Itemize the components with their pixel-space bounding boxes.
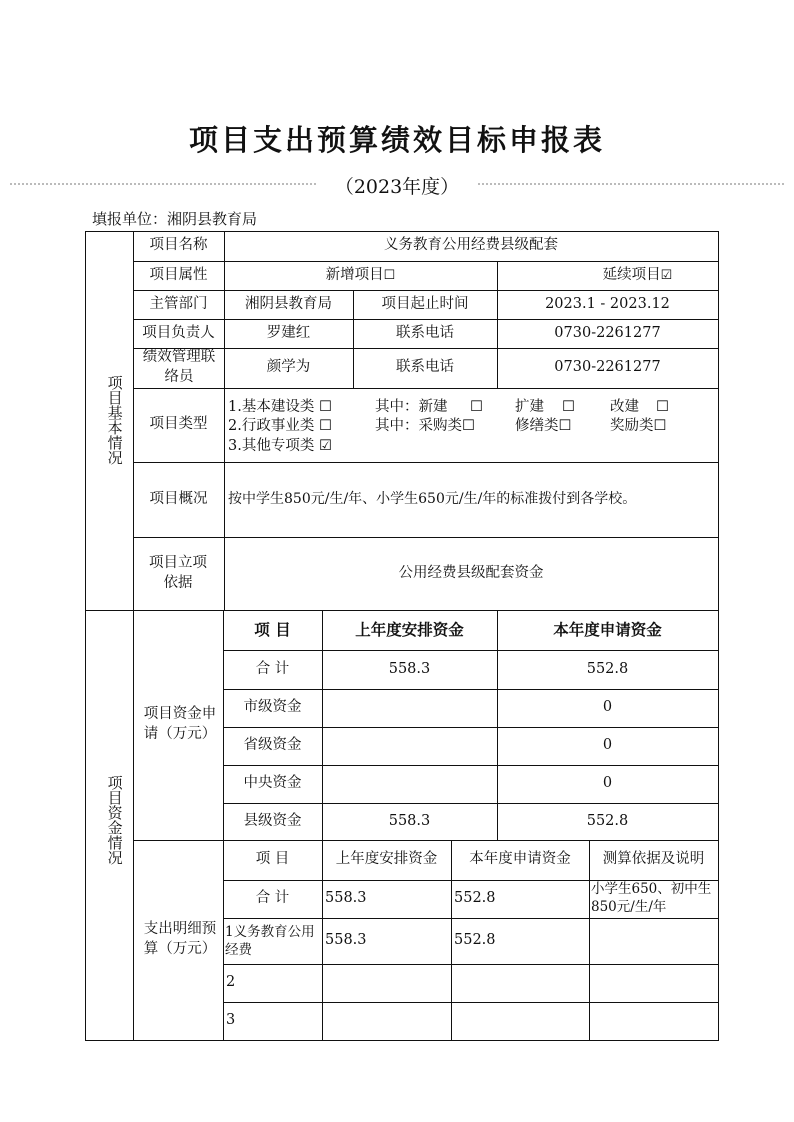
leader-value: 罗建红 — [266, 324, 311, 341]
detail-row-curr — [454, 1002, 588, 1040]
project-type-label: 项目类型 — [149, 416, 208, 433]
funds-row-curr: 0 — [602, 699, 613, 716]
attr-new-option — [224, 261, 497, 290]
funds-row-prev — [322, 765, 497, 803]
detail-row-prev — [325, 964, 449, 1002]
dept-label: 主管部门 — [149, 295, 208, 312]
contact-value: 颜学为 — [266, 359, 311, 376]
page-title: 项目支出预算绩效目标申报表 — [188, 123, 605, 157]
detail-header-curr: 本年度申请资金 — [469, 851, 571, 868]
detail-row-note — [591, 1002, 717, 1040]
detail-row-item: 合 计 — [255, 890, 290, 907]
type-1-expand-checkbox: ☐ — [562, 399, 575, 416]
contact-phone: 0730-2261277 — [554, 359, 661, 376]
attr-cont-option — [497, 261, 718, 290]
detail-header-item: 项 目 — [255, 851, 290, 868]
funds-row-curr: 0 — [602, 737, 613, 754]
basis-label: 项目立项依据 — [149, 554, 207, 591]
contact-phone-label: 联系电话 — [396, 359, 454, 376]
detail-row-item: 1义务教育公用经费 — [225, 923, 315, 958]
section-funds-label: 项目资金情况 — [105, 775, 124, 865]
detail-row-item: 2 — [226, 974, 236, 991]
basis-value: 公用经费县级配套资金 — [398, 564, 544, 581]
detail-row-prev: 558.3 — [325, 890, 367, 907]
attr-cont-text: 延续项目 — [602, 266, 661, 283]
funds-header-item: 项 目 — [254, 619, 291, 639]
funds-header-prev: 上年度安排资金 — [355, 619, 464, 639]
overview-value: 按中学生850元/生/年、小学生650元/生/年的标准拨付到各学校。 — [228, 491, 637, 508]
type-2-sub: 其中：采购类☐ — [375, 418, 475, 435]
funds-row-prev: 558.3 — [388, 660, 431, 677]
detail-row-prev: 558.3 — [325, 932, 367, 949]
type-1-sub: 其中：新建 — [375, 399, 448, 416]
period-value: 2023.1 - 2023.12 — [545, 295, 670, 312]
detail-row-note — [591, 918, 717, 964]
detail-header-note: 测算依据及说明 — [602, 851, 705, 868]
funds-row-label: 中央资金 — [243, 775, 302, 792]
detail-row-note: 小学生650、初中生850元/生/年 — [591, 881, 712, 915]
leader-phone: 0730-2261277 — [554, 324, 661, 341]
leader-phone-label: 联系电话 — [396, 324, 454, 341]
detail-header-prev: 上年度安排资金 — [335, 851, 438, 868]
detail-budget-label: 支出明细预算（万元） — [143, 921, 217, 957]
overview-label: 项目概况 — [149, 490, 208, 507]
attr-new-checkbox: ☐ — [383, 267, 396, 283]
detail-row-curr: 552.8 — [454, 932, 496, 949]
type-2-category: 2.行政事业类 ☐ — [228, 418, 332, 435]
funds-header-curr: 本年度申请资金 — [553, 619, 662, 639]
detail-row-note — [591, 964, 717, 1002]
type-1-expand: 扩建 — [515, 399, 544, 416]
detail-row-prev — [325, 1002, 449, 1040]
funds-row-prev: 558.3 — [388, 812, 431, 829]
funds-row-label: 市级资金 — [243, 699, 302, 716]
funds-row-label: 省级资金 — [243, 737, 302, 754]
contact-label: 绩效管理联络员 — [142, 349, 216, 385]
detail-row-curr — [454, 964, 588, 1002]
funds-row-prev — [322, 727, 497, 765]
detail-row-item: 3 — [226, 1012, 236, 1029]
filing-unit: 填报单位：湘阴县教育局 — [92, 210, 258, 228]
report-year: （2023年度） — [317, 172, 477, 199]
section-basic-label: 项目基本情况 — [105, 375, 124, 465]
funds-row-curr: 0 — [602, 775, 613, 792]
funds-row-prev — [322, 689, 497, 727]
type-1-rebuild: 改建 — [610, 399, 639, 416]
type-1-sub-checkbox: ☐ — [470, 399, 483, 416]
type-2-repair: 修缮类☐ — [515, 418, 572, 435]
project-name-label: 项目名称 — [149, 237, 208, 254]
funds-apply-label: 项目资金申请（万元） — [143, 706, 217, 742]
attr-cont-checkbox: ☑ — [660, 267, 673, 283]
project-attr-label: 项目属性 — [149, 266, 208, 283]
type-2-award: 奖励类☐ — [610, 418, 667, 435]
funds-row-curr: 552.8 — [586, 812, 629, 829]
type-1-category: 1.基本建设类 ☐ — [228, 399, 332, 416]
project-name-value: 义务教育公用经费县级配套 — [384, 237, 558, 254]
leader-label: 项目负责人 — [142, 324, 215, 341]
attr-new-text: 新增项目 — [325, 266, 384, 283]
funds-row-label: 合 计 — [255, 660, 290, 677]
dept-value: 湘阴县教育局 — [245, 295, 332, 312]
detail-row-curr: 552.8 — [454, 890, 496, 907]
type-1-rebuild-checkbox: ☐ — [656, 399, 669, 416]
funds-row-label: 县级资金 — [243, 812, 302, 829]
funds-row-curr: 552.8 — [586, 660, 629, 677]
type-3-category: 3.其他专项类 ☑ — [228, 438, 332, 455]
period-label: 项目起止时间 — [381, 295, 469, 312]
